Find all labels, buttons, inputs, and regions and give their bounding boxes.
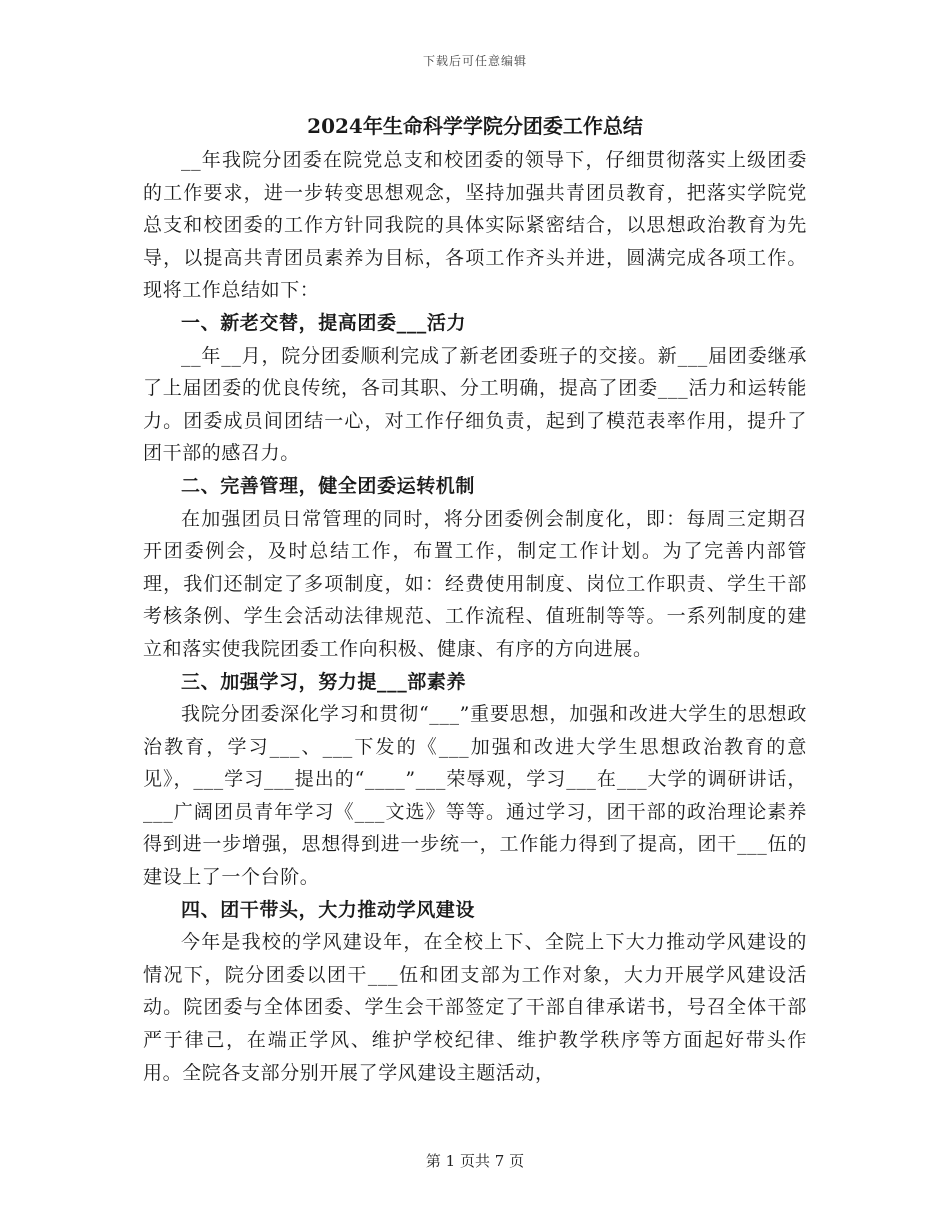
intro-paragraph: __年我院分团委在院党总支和校团委的领导下，仔细贯彻落实上级团委的工作要求，进一步转变思想观念，坚持加强共青团员教育，把落实学院党总支和校团委的工作方针同我院的具体实际紧密结合，以思想政治教育为先导，以提高共青团员素养为目标，各项工作齐头并进，圆满完成各项工作。现将工作总结如下： bbox=[143, 149, 807, 302]
document-body bbox=[143, 108, 807, 1089]
section-heading-3: 三、加强学习，努力提___部素养 bbox=[181, 670, 467, 693]
page-header-note: 下载后可任意编辑 bbox=[422, 54, 527, 68]
section-heading-2: 二、完善管理，健全团委运转机制 bbox=[181, 474, 476, 497]
document-title: 2024年生命科学学院分团委工作总结 bbox=[307, 114, 643, 138]
page-number: 第 1 页共 7 页 bbox=[425, 1152, 525, 1170]
section-body-1: __年__月，院分团委顺利完成了新老团委班子的交接。新___届团委继承了上届团委的优良传统，各司其职、分工明确，提高了团委___活力和运转能力。团委成员间团结一心，对工作仔细负责，起到了模范表率作用，提升了团干部的感召力。 bbox=[143, 344, 807, 465]
section-heading-1: 一、新老交替，提高团委___活力 bbox=[181, 311, 467, 334]
section-body-3: 我院分团委深化学习和贯彻“___”重要思想，加强和改进大学生的思想政治教育，学习___、___下发的《___加强和改进大学生思想政治教育的意见》，___学习___提出的“____”___荣辱观，学习___在___大学的调研讲话，___广阔团员青年学习《___文选》等等。通过学习，团干部的政治理论素养得到进一步增强，思想得到进一步统一，工作能力得到了提高，团干___伍的建设上了一个台阶。 bbox=[143, 703, 807, 889]
section-heading-4: 四、团干带头，大力推动学风建设 bbox=[181, 898, 476, 921]
section-body-4: 今年是我校的学风建设年，在全校上下、全院上下大力推动学风建设的情况下，院分团委以团干___伍和团支部为工作对象，大力开展学风建设活动。院团委与全体团委、学生会干部签定了干部自律承诺书，号召全体干部严于律己，在端正学风、维护学校纪律、维护教学秩序等方面起好带头作用。全院各支部分别开展了学风建设主题活动， bbox=[143, 931, 807, 1084]
section-body-2: 在加强团员日常管理的同时，将分团委例会制度化，即：每周三定期召开团委例会，及时总结工作，布置工作，制定工作计划。为了完善内部管理，我们还制定了多项制度，如：经费使用制度、岗位工作职责、学生干部考核条例、学生会活动法律规范、工作流程、值班制等等。一系列制度的建立和落实使我院团委工作向积极、健康、有序的方向进展。 bbox=[143, 507, 807, 660]
